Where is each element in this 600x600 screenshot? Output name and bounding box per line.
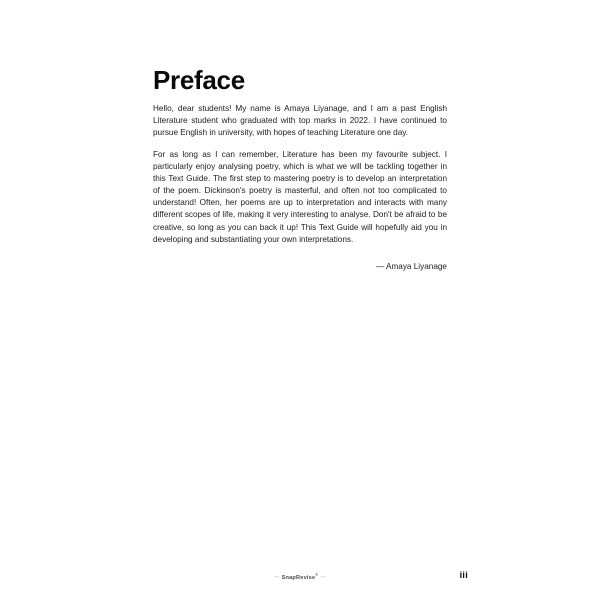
footer-brand	[0, 572, 600, 581]
tilde-left-icon: 〜	[273, 574, 280, 581]
page-number: iii	[459, 570, 468, 580]
preface-paragraph-2: For as long as I can remember, Literature has been my favourite subject. I particularly enjoy analysing poetry, which is what we will be tackling together in this Text Guide. The first step to mastering poetry is to develop an interpretation of the poem. Dickinson's poetry is masterful, and often not too complicated to understand! Often, her poems are up to interpretation and interacts with many different scopes of life, making it very interesting to analyse. Don't be afraid to be creative, so long as you can back it up! This Text Guide will hopefully aid you in developing and substantiating your own interpretations.	[153, 150, 447, 244]
preface-paragraph-1: Hello, dear students! My name is Amaya Liyanage, and I am a past English Literature student who graduated with top marks in 2022. I have continued to pursue English in university, with hopes of teaching Literature one day.	[153, 104, 447, 138]
page-title: Preface	[153, 65, 245, 95]
page-content	[153, 66, 447, 273]
page-footer	[0, 568, 600, 592]
registered-trademark-icon: ®	[315, 572, 319, 577]
tilde-right-icon: 〜	[320, 574, 327, 581]
author-signature: — Amaya Liyanage	[375, 261, 447, 271]
brand-name-label: SnapRevise	[281, 574, 316, 581]
